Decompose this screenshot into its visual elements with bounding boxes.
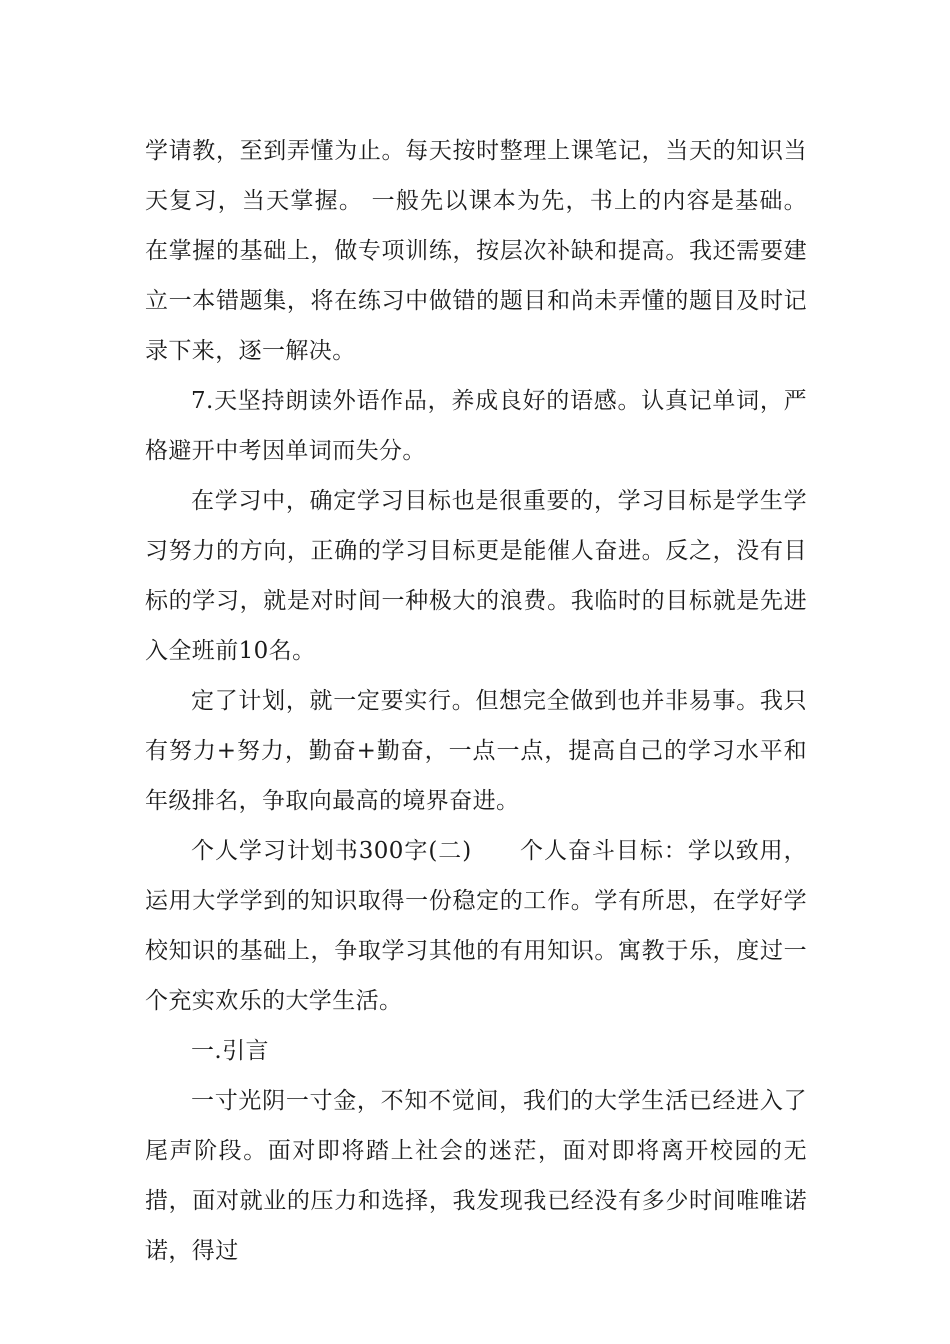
- paragraph-plan-execution: 定了计划，就一定要实行。但想完全做到也并非易事。我只有努力+努力，勤奋+勤奋，一点一点，提高自己的学习水平和年级排名，争取向最高的境界奋进。: [145, 688, 807, 814]
- section-heading-introduction: 一.引言: [191, 1038, 269, 1064]
- paragraph-plan-two: 个人学习计划书300字(二) 个人奋斗目标：学以致用，运用大学学到的知识取得一份稳定的工作。学有所思，在学好学校知识的基础上，争取学习其他的有用知识。寓教于乐，度过一个充实欢乐的大学生活。: [145, 838, 807, 1014]
- paragraph-introduction: 一寸光阴一寸金，不知不觉间，我们的大学生活已经进入了尾声阶段。面对即将踏上社会的迷茫，面对即将离开校园的无措，面对就业的压力和选择，我发现我已经没有多少时间唯唯诺诺，得过: [145, 1088, 807, 1264]
- paragraph-continuation: 学请教，至到弄懂为止。每天按时整理上课笔记，当天的知识当天复习，当天掌握。 一般先以课本为先，书上的内容是基础。在掌握的基础上，做专项训练，按层次补缺和提高。我还需要建立一本错题集，将在练习中做错的题目和尚未弄懂的题目及时记录下来，逐一解决。: [145, 138, 807, 364]
- paragraph-item-7: 7.天坚持朗读外语作品，养成良好的语感。认真记单词，严格避开中考因单词而失分。: [145, 388, 807, 464]
- paragraph-learning-goal: 在学习中，确定学习目标也是很重要的，学习目标是学生学习努力的方向，正确的学习目标更是能催人奋进。反之，没有目标的学习，就是对时间一种极大的浪费。我临时的目标就是先进入全班前10名。: [145, 488, 807, 664]
- document-body: [145, 126, 807, 1276]
